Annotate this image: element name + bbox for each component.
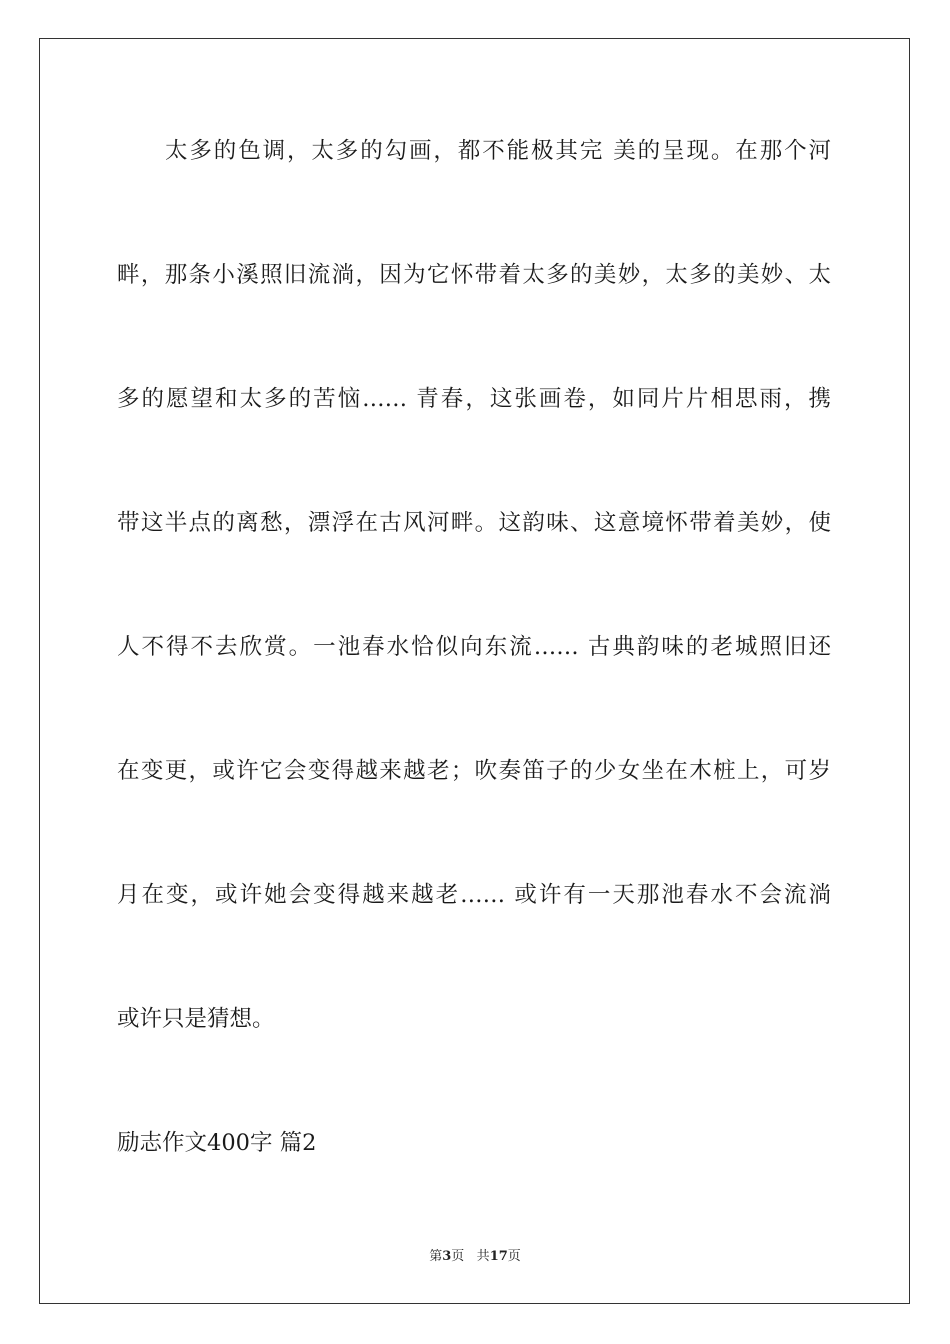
page-footer [0,1248,950,1266]
paragraph-line: 在变更，或许它会变得越来越老；吹奏笛子的少女坐在木桩上，可岁 [117,758,831,784]
footer-prefix: 第 [429,1249,443,1264]
paragraph-line: 带这半点的离愁，漂浮在古风河畔。这韵味、这意境怀带着美妙，使 [117,510,831,536]
paragraph-line: 畔，那条小溪照旧流淌，因为它怀带着太多的美妙，太多的美妙、太 [117,262,831,288]
footer-total-prefix: 共 [476,1249,490,1264]
paragraph-line: 人不得不去欣赏。一池春水恰似向东流…… 古典韵味的老城照旧还 [117,634,831,660]
footer-total-suffix: 页 [507,1249,521,1264]
total-pages-number: 17 [489,1249,508,1264]
current-page-number: 3 [442,1249,452,1264]
section-heading: 励志作文400字 篇2 [117,1130,317,1156]
paragraph-line: 太多的色调，太多的勾画，都不能极其完 美的呈现。在那个河 [165,138,831,164]
footer-page-suffix: 页 [451,1249,465,1264]
paragraph-line: 或许只是猜想。 [117,1006,275,1032]
paragraph-line: 多的愿望和太多的苦恼…… 青春，这张画卷，如同片片相思雨，携 [117,386,831,412]
paragraph-line: 月在变，或许她会变得越来越老…… 或许有一天那池春水不会流淌 [117,882,831,908]
page-border [39,38,910,1304]
